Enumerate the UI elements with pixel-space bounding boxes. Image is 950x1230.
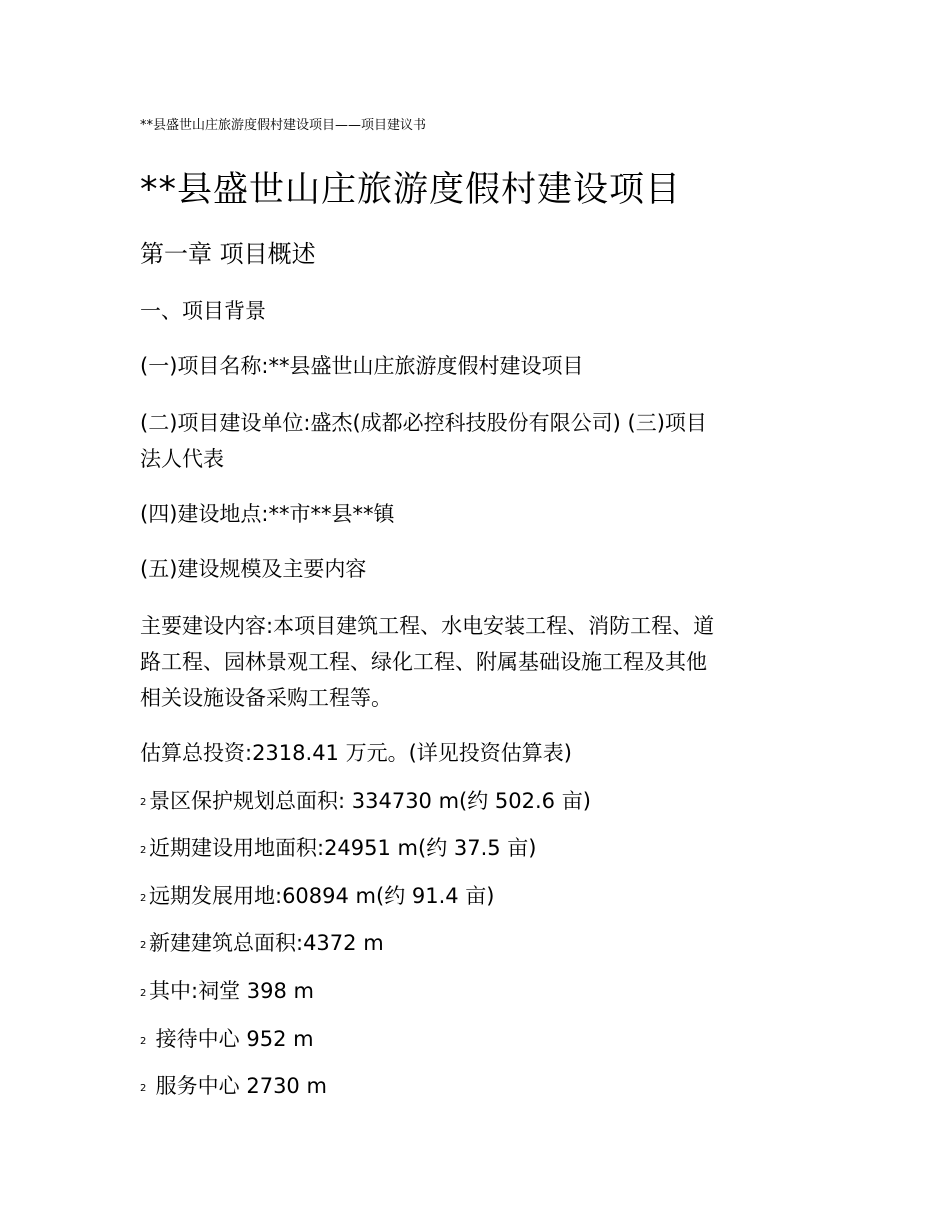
project-name-item: (一)项目名称:**县盛世山庄旅游度假村建设项目 (140, 354, 584, 378)
superscript-marker: 2 (140, 797, 147, 808)
section-heading: 一、项目背景 (140, 299, 266, 323)
area-line: 新建建筑总面积:4372 m (149, 931, 384, 955)
running-header: **县盛世山庄旅游度假村建设项目——项目建议书 (140, 118, 427, 133)
location-item: (四)建设地点:**市**县**镇 (140, 502, 395, 526)
construction-unit-line-2: 法人代表 (140, 447, 224, 471)
superscript-marker: 2 (140, 1083, 147, 1094)
area-line: 近期建设用地面积:24951 m(约 37.5 亩) (149, 836, 537, 860)
document-title: **县盛世山庄旅游度假村建设项目 (140, 170, 682, 210)
area-line: 景区保护规划总面积: 334730 m(约 502.6 亩) (149, 789, 591, 813)
main-content-paragraph (140, 608, 812, 716)
construction-unit-line-1: (二)项目建设单位:盛杰(成都必控科技股份有限公司) (三)项目 (140, 411, 707, 435)
superscript-marker: 2 (140, 940, 147, 951)
chapter-heading: 第一章 项目概述 (140, 240, 316, 268)
main-content-line-3: 相关设施设备采购工程等。 (140, 686, 392, 710)
superscript-marker: 2 (140, 988, 147, 999)
construction-unit-item (140, 405, 812, 477)
area-line: 接待中心 952 m (149, 1027, 314, 1051)
area-line: 服务中心 2730 m (149, 1074, 327, 1098)
main-content-line-1: 主要建设内容:本项目建筑工程、水电安装工程、消防工程、道 (140, 614, 715, 638)
area-line: 其中:祠堂 398 m (149, 979, 314, 1003)
area-line: 远期发展用地:60894 m(约 91.4 亩) (149, 884, 495, 908)
superscript-marker: 2 (140, 1036, 147, 1047)
main-content-line-2: 路工程、园林景观工程、绿化工程、附属基础设施工程及其他 (140, 650, 707, 674)
superscript-marker: 2 (140, 845, 147, 856)
investment-line: 估算总投资:2318.41 万元。(详见投资估算表) (140, 741, 572, 765)
scale-heading-item: (五)建设规模及主要内容 (140, 557, 367, 581)
superscript-marker: 2 (140, 893, 147, 904)
